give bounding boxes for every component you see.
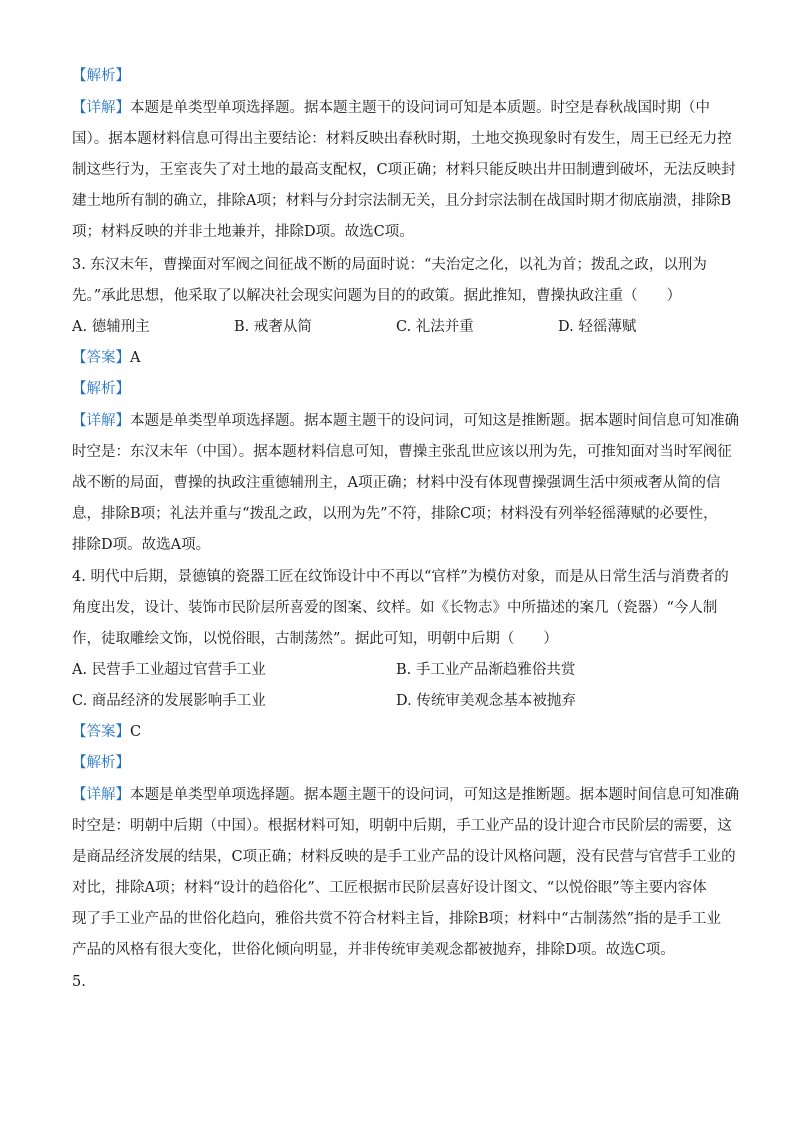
detail-line: 制这些行为，王室丧失了对土地的最高支配权，C项正确；材料只能反映出井田制遭到破坏，无法反映封 [72,162,736,178]
detail-line: 国）。据本题材料信息可得出主要结论：材料反映出春秋时期，土地交换现象时有发生，周王已经无力控 [72,131,732,147]
detail-line: 项；材料反映的并非土地兼并，排除D项。故选C项。 [72,224,414,240]
detail-line: 产品的风格有很大变化，世俗化倾向明显，并非传统审美观念都被抛弃，排除D项。故选C项。 [72,942,675,958]
q4-option-b: B. 手工业产品渐趋雅俗共赏 [396,662,576,678]
question-4-stem: 4. 明代中后期，景德镇的瓷器工匠在纹饰设计中不再以“官样”为模仿对象，而是从日常生活与消费者的 [72,569,729,585]
analysis-tag: 【解析】 [72,381,130,397]
question-3-stem: 先。”承此思想，他采取了以解决社会现实问题为目的的政策。据此推知，曹操执政注重（ ） [72,288,682,304]
detail-line: 现了手工业产品的世俗化趋向，雅俗共赏不符合材料主旨，排除B项；材料中“古制荡然”指的是手工业 [72,911,721,927]
question-4-stem: 角度出发，设计、装饰市民阶层所喜爱的图案、纹样。如《长物志》中所描述的案几（瓷器）“今人制 [72,600,718,616]
question-3-stem: 3. 东汉末年，曹操面对军阀之间征战不断的局面时说：“夫治定之化，以礼为首；拨乱之政，以刑为 [72,257,707,273]
question-4-stem: 作，徒取雕绘文饰，以悦俗眼，古制荡然”。据此可知，明朝中后期（ ） [72,631,558,647]
q4-option-c: C. 商品经济的发展影响手工业 [72,693,266,709]
q3-option-b: B. 戒奢从简 [234,319,312,335]
answer-line: 【答案】A [72,350,141,366]
detail-line: 时空是：明朝中后期（中国）。根据材料可知，明朝中后期，手工业产品的设计迎合市民阶层的需要，这 [72,818,732,834]
detail-line: 对比，排除A项；材料“设计的趋俗化”、工匠根据市民阶层喜好设计图文、“以悦俗眼”等主要内容体 [72,880,707,896]
question-5-number: 5. [72,974,86,990]
q3-option-c: C. 礼法并重 [396,319,474,335]
q4-option-d: D. 传统审美观念基本被抛弃 [396,693,576,709]
detail-line: 建土地所有制的确立，排除A项；材料与分封宗法制无关，且分封宗法制在战国时期才彻底崩溃，排除B [72,193,732,209]
q4-option-a: A. 民营手工业超过官营手工业 [72,662,266,678]
analysis-tag: 【解析】 [72,755,130,771]
q3-option-d: D. 轻徭薄赋 [558,319,637,335]
q3-option-a: A. 德辅刑主 [72,319,150,335]
analysis-tag: 【解析】 [72,68,130,84]
detail-line: 息，排除B项；礼法并重与“拨乱之政，以刑为先”不符，排除C项；材料没有列举轻徭薄赋的必要性， [72,506,718,522]
detail-line: 【详解】本题是单类型单项选择题。据本题主题干的设问词可知是本质题。时空是春秋战国时期（中 [72,100,710,116]
detail-line: 排除D项。故选A项。 [72,537,211,553]
answer-line: 【答案】C [72,724,142,740]
detail-line: 时空是：东汉末年（中国）。据本题材料信息可知，曹操主张乱世应该以刑为先，可推知面对当时军阀征 [72,444,732,460]
detail-line: 【详解】本题是单类型单项选择题。据本题主题干的设问词，可知这是推断题。据本题时间信息可知准确 [72,787,739,803]
detail-line: 战不断的局面，曹操的执政注重德辅刑主，A项正确；材料中没有体现曹操强调生活中须戒奢从简的信 [72,475,721,491]
detail-line: 【详解】本题是单类型单项选择题。据本题主题干的设问词，可知这是推断题。据本题时间信息可知准确 [72,413,739,429]
detail-line: 是商品经济发展的结果，C项正确；材料反映的是手工业产品的设计风格问题，没有民营与官营手工业的 [72,849,736,865]
